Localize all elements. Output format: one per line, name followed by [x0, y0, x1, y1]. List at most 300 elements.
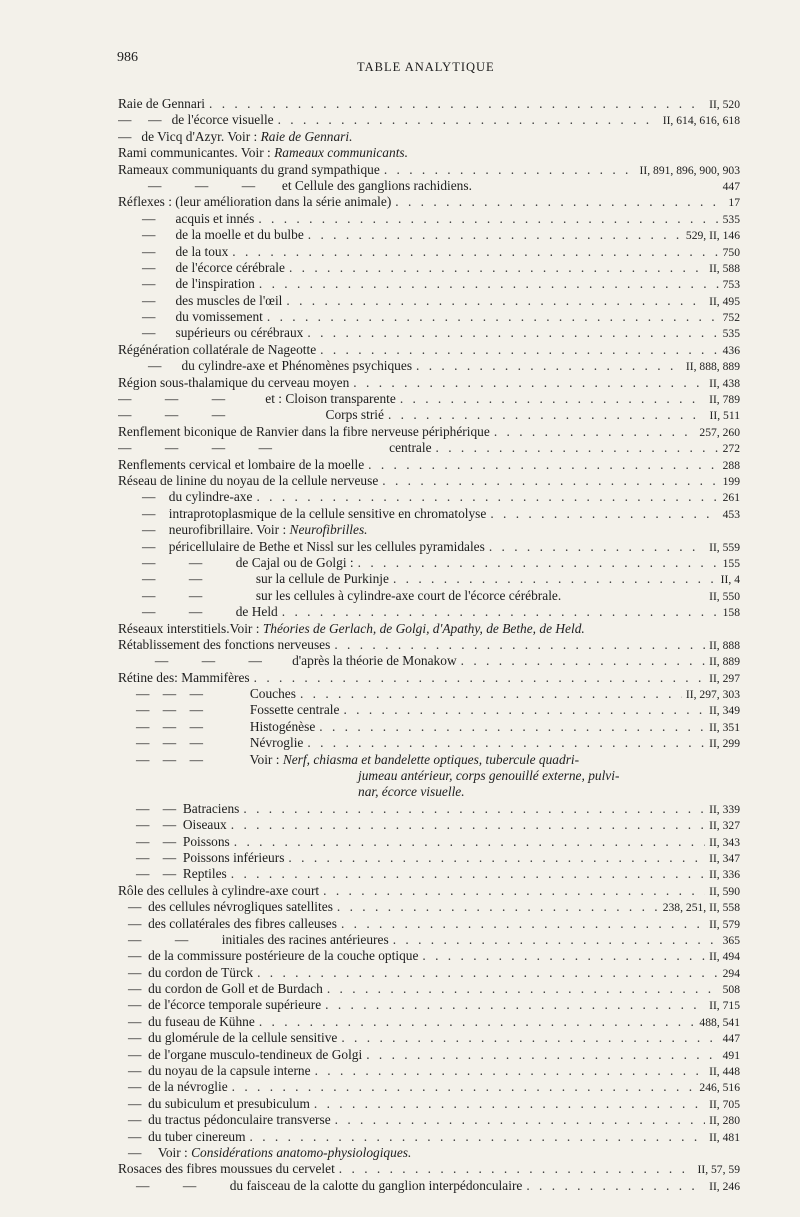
entry-text: — — sur les cellules à cylindre-axe court de l'écorce cérébrale.	[142, 587, 562, 603]
entry-label	[118, 129, 352, 145]
entry-label	[118, 916, 337, 932]
index-entry	[118, 702, 740, 718]
entry-label	[118, 522, 368, 538]
dot-leader	[393, 932, 719, 948]
dot-leader	[416, 358, 682, 374]
entry-label	[118, 670, 250, 686]
dot-leader	[494, 424, 696, 440]
index-entry	[118, 883, 740, 899]
entry-label	[118, 637, 330, 653]
page-reference: 529, II, 146	[685, 229, 740, 243]
index-entry	[118, 539, 740, 555]
entry-text: — — Batraciens	[136, 800, 240, 816]
index-entry	[118, 440, 740, 456]
index-entry	[118, 1112, 740, 1128]
page-reference: II, 347	[709, 851, 740, 865]
page-reference: II, 520	[709, 98, 740, 111]
entry-label	[118, 1145, 411, 1161]
page-reference: II, 494	[709, 950, 740, 964]
page-reference: II, 550	[709, 589, 740, 603]
entry-label	[118, 1079, 228, 1095]
index-entry	[118, 457, 740, 473]
entry-label	[118, 1063, 311, 1079]
entry-label	[118, 539, 485, 555]
page-reference: II, 590	[709, 884, 740, 898]
entry-label	[118, 850, 284, 866]
entry-text: — — initiales des racines antérieures	[128, 931, 389, 947]
page-reference: 365	[722, 933, 740, 947]
page-reference: 17	[728, 196, 740, 210]
page-reference: II, 705	[709, 1097, 740, 1111]
entry-text: — supérieurs ou cérébraux	[142, 325, 304, 341]
page-reference: 257, 260	[699, 425, 740, 439]
entry-label	[118, 227, 304, 243]
index-entry	[118, 801, 740, 817]
dot-leader	[259, 276, 719, 292]
entry-label	[118, 391, 396, 407]
dot-leader	[327, 981, 719, 997]
entry-cross-reference: nar, écorce visuelle.	[358, 784, 465, 800]
index-entry	[118, 178, 740, 194]
entry-label	[118, 588, 561, 604]
index-entry	[118, 752, 740, 768]
page-reference: II, 888, 889	[685, 360, 740, 374]
page-reference: II, 438	[709, 376, 740, 390]
index-entry	[118, 719, 740, 735]
dot-leader	[232, 244, 718, 260]
page-reference: 447	[722, 1032, 740, 1046]
entry-cross-reference: Théories de Gerlach, de Golgi, d'Apathy, de Bethe, de Held.	[262, 620, 585, 636]
page-reference: II, 351	[709, 720, 740, 734]
dot-leader	[289, 260, 705, 276]
entry-label	[118, 489, 252, 505]
entry-text: Rétine des: Mammifères	[118, 669, 250, 685]
entry-text: — — Oiseaux	[136, 817, 227, 833]
entry-label	[118, 194, 391, 210]
dot-leader	[335, 1112, 705, 1128]
dot-leader	[436, 440, 719, 456]
page-reference: 261	[722, 491, 740, 505]
page-reference: II, 297, 303	[685, 688, 740, 702]
entry-label	[118, 178, 472, 194]
page-reference: II, 614, 616, 618	[662, 114, 740, 128]
index-entry	[118, 293, 740, 309]
entry-cross-reference: Rameaux communicants.	[274, 145, 408, 161]
dot-leader	[307, 735, 705, 751]
entry-label	[118, 1030, 337, 1046]
page-reference: II, 588	[709, 261, 740, 275]
entry-text: — Voir :	[128, 1145, 192, 1160]
entry-label	[118, 801, 239, 817]
dot-leader	[257, 965, 719, 981]
index-entry	[118, 162, 740, 178]
index-entry	[118, 784, 740, 800]
entry-text: — acquis et innés	[142, 210, 255, 226]
dot-leader	[490, 506, 718, 522]
entry-text: Renflements cervical et lombaire de la moelle	[118, 456, 365, 472]
index-entry	[118, 260, 740, 276]
entry-text: — de l'inspiration	[142, 276, 255, 292]
index-entry	[118, 211, 740, 227]
index-entry	[118, 621, 740, 637]
entry-text: — du noyau de la capsule interne	[128, 1063, 311, 1079]
entry-text: — de la névroglie	[128, 1079, 228, 1095]
entry-text: — du cordon de Goll et de Burdach	[128, 981, 323, 997]
entry-text: — du cordon de Türck	[128, 964, 254, 980]
index-entry	[118, 1079, 740, 1095]
page-reference: II, 495	[709, 294, 740, 308]
entry-text: — intraprotoplasmique de la cellule sensitive en chromatolyse	[142, 505, 487, 521]
dot-leader	[526, 1178, 705, 1194]
dot-leader	[231, 817, 705, 833]
index-entry	[118, 588, 740, 604]
entry-text: — du vomissement	[142, 309, 263, 325]
dot-leader	[300, 686, 682, 702]
entry-text: — de la moelle et du bulbe	[142, 227, 304, 243]
page-reference: II, 327	[709, 819, 740, 833]
dot-leader	[366, 1047, 718, 1063]
entry-text: — — — Couches	[136, 686, 296, 702]
dot-leader	[250, 1129, 706, 1145]
page-reference: II, 349	[709, 704, 740, 718]
entry-text: — de l'écorce temporale supérieure	[128, 997, 322, 1013]
page-reference: II, 579	[709, 917, 740, 931]
entry-cross-reference: Raie de Gennari.	[260, 128, 353, 144]
index-entry	[118, 522, 740, 538]
entry-label	[118, 965, 253, 981]
dot-leader	[232, 1079, 696, 1095]
page-reference: II, 715	[709, 999, 740, 1013]
dot-leader	[400, 391, 705, 407]
entry-label	[118, 981, 323, 997]
dot-leader	[337, 899, 659, 915]
page-reference: II, 299	[709, 737, 740, 751]
entry-label	[118, 555, 354, 571]
entry-label	[118, 276, 255, 292]
entry-label	[118, 883, 319, 899]
entry-text: — des cellules névrogliques satellites	[128, 899, 333, 915]
entry-label	[118, 834, 230, 850]
dot-leader	[388, 407, 706, 423]
entry-label	[118, 145, 408, 161]
entry-text: Rosaces des fibres moussues du cervelet	[118, 1161, 335, 1177]
entry-text: — — sur la cellule de Purkinje	[142, 571, 389, 587]
dot-leader	[393, 571, 717, 587]
index-entry	[118, 670, 740, 686]
entry-text: — — Poissons	[136, 833, 230, 849]
entry-text: — neurofibrillaire. Voir :	[142, 522, 290, 538]
entry-cross-reference: Considérations anatomo-physiologiques.	[191, 1145, 412, 1160]
index-entry	[118, 948, 740, 964]
page-reference: 238, 251, II, 558	[662, 901, 740, 915]
index-entry	[118, 850, 740, 866]
entry-text: — — — et Cellule des ganglions rachidiens.	[148, 177, 472, 193]
index-entry	[118, 1161, 740, 1177]
entry-text: — — — d'après la théorie de Monakow	[118, 653, 457, 669]
page-reference: II, 888	[709, 638, 740, 652]
index-entry	[118, 309, 740, 325]
index-entry	[118, 489, 740, 505]
entry-text: — — — Fossette centrale	[136, 702, 340, 718]
page-reference: 535	[722, 327, 740, 341]
page-reference: II, 339	[709, 802, 740, 816]
index-entry	[118, 637, 740, 653]
entry-text: — du cylindre-axe et Phénomènes psychiques	[148, 358, 413, 374]
page-reference: 447	[722, 179, 740, 193]
page-reference: 155	[722, 556, 740, 570]
entry-label	[118, 719, 315, 735]
dot-leader	[259, 1014, 696, 1030]
entry-text: — — Reptiles	[136, 866, 227, 882]
entry-text: — — de Held	[142, 604, 278, 620]
entry-label	[118, 407, 384, 423]
dot-leader	[278, 112, 659, 128]
index-entry	[118, 325, 740, 341]
dot-leader	[231, 866, 705, 882]
entry-cross-reference: Nerf, chiasma et bandelette optiques, tubercule quadri-	[282, 751, 580, 767]
index-entry	[118, 1047, 740, 1063]
page-reference: 750	[722, 245, 740, 259]
entry-label	[118, 768, 619, 784]
entry-text: Réseaux interstitiels.Voir :	[118, 620, 263, 636]
entry-label	[118, 866, 227, 882]
entry-label	[118, 1112, 331, 1128]
entry-text: — de la commissure postérieure de la couche optique	[128, 948, 419, 964]
page-reference: 288	[722, 458, 740, 472]
entry-label	[118, 1161, 335, 1177]
page-reference: 272	[722, 442, 740, 456]
index-entry	[118, 407, 740, 423]
entry-label	[118, 424, 490, 440]
dot-leader	[308, 227, 682, 243]
entry-text: Réseau de linine du noyau de la cellule nerveuse	[118, 472, 379, 488]
entry-text: Rétablissement des fonctions nerveuses	[118, 636, 331, 652]
dot-leader	[315, 1063, 706, 1079]
page-reference: 436	[722, 343, 740, 357]
dot-leader	[489, 539, 705, 555]
entry-text: Rameaux communiquants du grand sympathique	[118, 161, 380, 177]
index-entry	[118, 342, 740, 358]
entry-label	[118, 309, 263, 325]
entry-label	[118, 1178, 522, 1194]
dot-leader	[384, 162, 636, 178]
entry-text: — — — — centrale	[118, 440, 432, 456]
index-entry	[118, 768, 740, 784]
entry-label	[118, 817, 227, 833]
index-entry	[118, 506, 740, 522]
index-entry	[118, 899, 740, 915]
page-reference: 488, 541	[699, 1015, 740, 1029]
entry-text: — — — Voir :	[136, 751, 283, 767]
entry-cross-reference: jumeau antérieur, corps genouillé externe, pulvi-	[358, 768, 620, 784]
entry-label	[118, 702, 339, 718]
dot-leader	[382, 473, 718, 489]
index-entry	[118, 604, 740, 620]
page-reference: II, 297	[709, 671, 740, 685]
entry-text: — — de Cajal ou de Golgi :	[142, 554, 354, 570]
page-reference: II, 280	[709, 1114, 740, 1128]
dot-leader	[314, 1096, 705, 1112]
page-reference: II, 336	[709, 868, 740, 882]
entry-label	[118, 358, 412, 374]
entry-cross-reference: Neurofibrilles.	[289, 522, 368, 538]
entry-text: — — de l'écorce visuelle	[118, 112, 274, 128]
index-entry	[118, 145, 740, 161]
entry-label	[118, 571, 389, 587]
index-entry	[118, 916, 740, 932]
entry-text: — du cylindre-axe	[142, 489, 253, 505]
dot-leader	[325, 997, 705, 1013]
entry-label	[118, 244, 228, 260]
index-entry	[118, 391, 740, 407]
entry-label	[118, 752, 579, 768]
entry-label	[118, 932, 389, 948]
entry-text: — — — Histogénèse	[136, 718, 316, 734]
entry-label	[118, 473, 378, 489]
entry-text: — du fuseau de Kühne	[128, 1013, 255, 1029]
dot-leader	[288, 850, 705, 866]
index-entry	[118, 571, 740, 587]
dot-leader	[258, 211, 718, 227]
index-entry	[118, 276, 740, 292]
entry-text: — — — et : Cloison transparente	[118, 391, 396, 407]
entry-label	[118, 997, 321, 1013]
page-reference: 246, 516	[699, 1081, 740, 1095]
running-title: TABLE ANALYTIQUE	[357, 60, 495, 74]
entry-label	[118, 162, 380, 178]
entry-text: — des muscles de l'œil	[142, 292, 283, 308]
dot-leader	[282, 604, 719, 620]
dot-leader	[307, 325, 718, 341]
index-entry	[118, 473, 740, 489]
entry-label	[118, 686, 296, 702]
index-entry	[118, 375, 740, 391]
entry-text: — — du faisceau de la calotte du ganglion interpédonculaire	[136, 1177, 523, 1193]
entry-label	[118, 1014, 255, 1030]
page-reference: 158	[722, 606, 740, 620]
index-entry	[118, 735, 740, 751]
entry-text: — des collatérales des fibres calleuses	[128, 915, 337, 931]
entry-text: Renflement biconique de Ranvier dans la fibre nerveuse périphérique	[118, 423, 490, 439]
entry-label	[118, 457, 364, 473]
dot-leader	[358, 555, 719, 571]
index-entry	[118, 424, 740, 440]
page-reference: II, 891, 896, 900, 903	[639, 163, 740, 177]
entry-label	[118, 604, 278, 620]
entry-label	[118, 653, 457, 669]
entry-label	[118, 1047, 362, 1063]
dot-leader	[461, 653, 705, 669]
dot-leader	[267, 309, 719, 325]
entry-label	[118, 899, 333, 915]
index-entry	[118, 866, 740, 882]
index-entries	[118, 96, 740, 1194]
page-reference: 453	[722, 507, 740, 521]
index-entry	[118, 686, 740, 702]
index-entry	[118, 555, 740, 571]
page-reference: II, 789	[709, 393, 740, 407]
index-entry	[118, 932, 740, 948]
dot-leader	[368, 457, 718, 473]
dot-leader	[256, 489, 718, 505]
page-reference: II, 511	[709, 409, 740, 423]
page-reference: 753	[722, 278, 740, 292]
entry-text: Rôle des cellules à cylindre-axe court	[118, 882, 320, 898]
dot-leader	[209, 96, 705, 112]
index-entry	[118, 112, 740, 128]
entry-text: — — — Corps strié	[118, 407, 384, 423]
page-reference: 199	[722, 474, 740, 488]
entry-text: Région sous-thalamique du cerveau moyen	[118, 374, 350, 390]
entry-label	[118, 211, 254, 227]
entry-label	[118, 440, 432, 456]
page-reference: II, 4	[720, 573, 740, 587]
index-entry	[118, 1129, 740, 1145]
entry-text: — de l'écorce cérébrale	[142, 259, 285, 275]
entry-label	[118, 375, 349, 391]
entry-label	[118, 506, 486, 522]
page-reference: 294	[722, 966, 740, 980]
index-entry	[118, 227, 740, 243]
index-entry	[118, 1178, 740, 1194]
dot-leader	[422, 948, 705, 964]
page-reference: II, 481	[709, 1130, 740, 1144]
entry-text: Régénération collatérale de Nageotte	[118, 341, 317, 357]
entry-label	[118, 260, 285, 276]
entry-label	[118, 293, 282, 309]
entry-text: Raie de Gennari	[118, 96, 205, 111]
dot-leader	[243, 801, 705, 817]
dot-leader	[353, 375, 705, 391]
index-entry	[118, 653, 740, 669]
index-entry	[118, 997, 740, 1013]
index-entry	[118, 1014, 740, 1030]
index-entry	[118, 817, 740, 833]
dot-leader	[234, 834, 705, 850]
dot-leader	[341, 1030, 718, 1046]
entry-text: — de Vicq d'Azyr. Voir :	[118, 128, 261, 144]
page-reference: II, 246	[709, 1179, 740, 1193]
entry-text: — péricellulaire de Bethe et Nissl sur les cellules pyramidales	[142, 538, 485, 554]
page-reference: 752	[722, 311, 740, 325]
page-reference: II, 57, 59	[697, 1163, 740, 1177]
index-entry	[118, 358, 740, 374]
index-entry	[118, 1030, 740, 1046]
dot-leader	[339, 1161, 694, 1177]
entry-label	[118, 948, 418, 964]
page-reference: II, 448	[709, 1065, 740, 1079]
index-entry	[118, 129, 740, 145]
dot-leader	[323, 883, 705, 899]
index-entry	[118, 1096, 740, 1112]
dot-leader	[286, 293, 705, 309]
page-reference: 535	[722, 212, 740, 226]
entry-label	[118, 96, 205, 112]
entry-label	[118, 1096, 310, 1112]
entry-text: — de l'organe musculo-tendineux de Golgi	[128, 1046, 363, 1062]
entry-text: Réflexes : (leur amélioration dans la série animale)	[118, 194, 392, 210]
entry-text: — du glomérule de la cellule sensitive	[128, 1030, 338, 1046]
page-reference: II, 559	[709, 540, 740, 554]
dot-leader	[319, 719, 705, 735]
index-entry	[118, 965, 740, 981]
dot-leader	[254, 670, 705, 686]
page-number: 986	[117, 50, 138, 65]
index-entry	[118, 96, 740, 112]
dot-leader	[320, 342, 718, 358]
dot-leader	[334, 637, 705, 653]
entry-label	[118, 784, 465, 800]
